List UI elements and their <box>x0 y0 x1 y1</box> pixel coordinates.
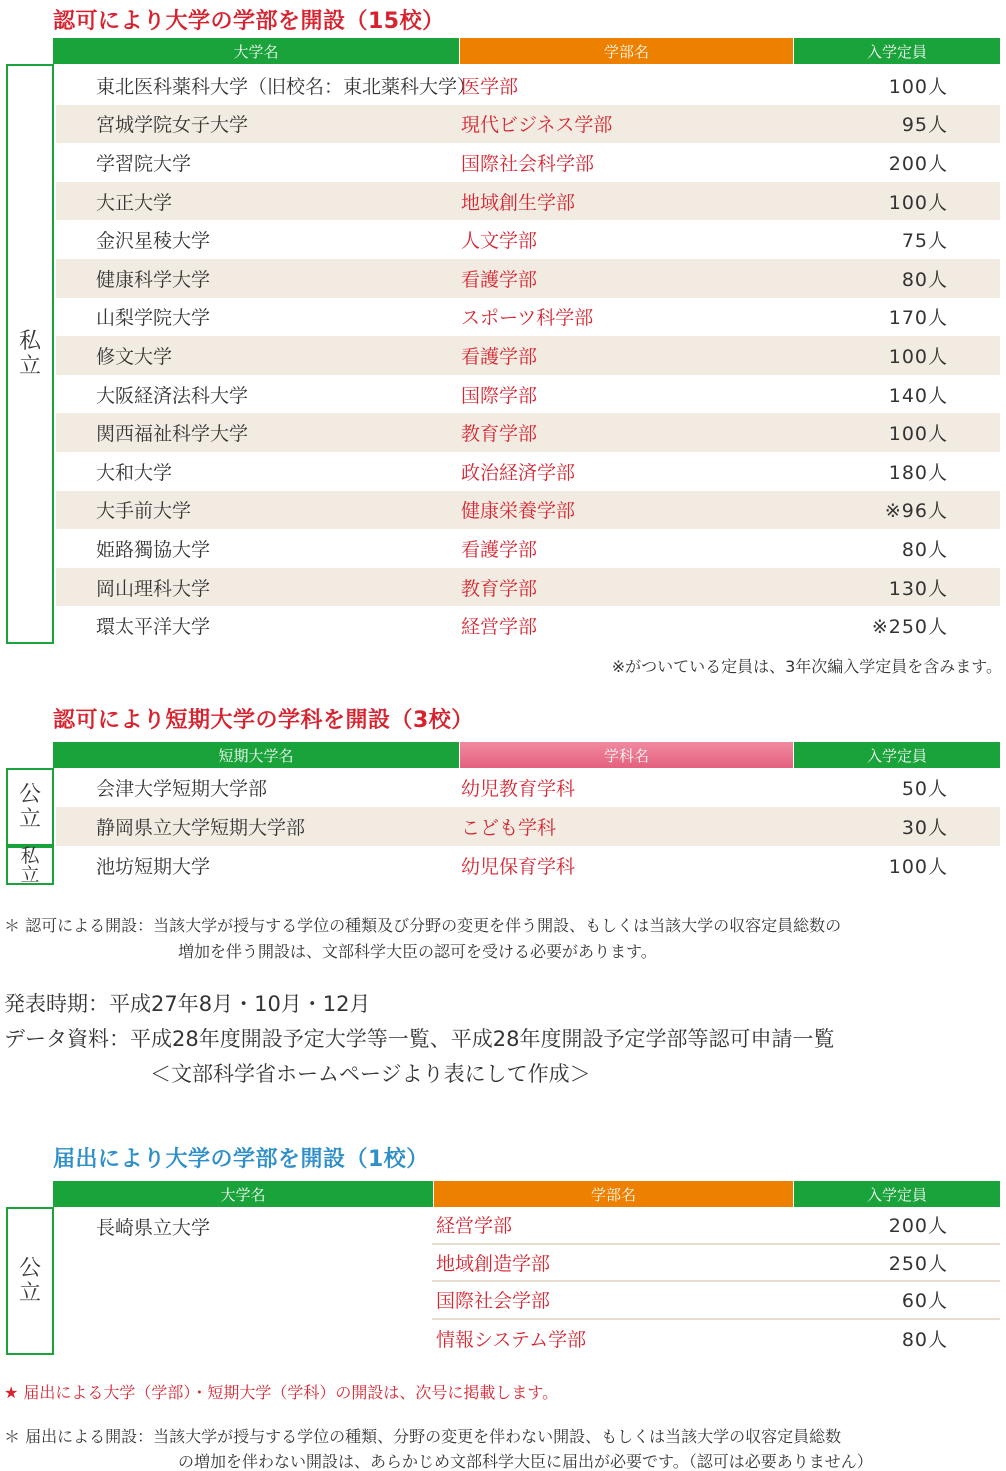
capacity-cell: 180人 <box>888 461 948 484</box>
table-row <box>56 606 1000 645</box>
table-row <box>56 568 1000 607</box>
side-char: 私 <box>18 328 41 354</box>
table-row <box>56 105 1000 144</box>
section3-side-label-public <box>6 1207 54 1355</box>
faculty-cell: 看護学部 <box>461 345 538 368</box>
capacity-cell: 80人 <box>901 538 948 561</box>
capacity-cell: 80人 <box>901 268 948 291</box>
table-row <box>432 1320 1000 1358</box>
capacity-cell: 60人 <box>901 1290 948 1313</box>
capacity-cell: 50人 <box>901 777 948 800</box>
university-cell: 関西福祉科学大学 <box>96 423 249 446</box>
section3-header-faculty: 学部名 <box>434 1181 793 1207</box>
table-row <box>56 298 1000 337</box>
capacity-cell: 250人 <box>888 1252 948 1275</box>
faculty-cell: スポーツ科学部 <box>461 307 594 330</box>
section3-header-university: 大学名 <box>53 1181 433 1207</box>
section3-header-capacity: 入学定員 <box>794 1181 1000 1207</box>
table-row <box>432 1282 1000 1320</box>
section2-title: 認可により短期大学の学科を開設（3校） <box>53 708 474 733</box>
table-row <box>56 220 1000 259</box>
capacity-cell: ※250人 <box>871 616 948 639</box>
table-row <box>56 529 1000 568</box>
capacity-cell: 75人 <box>901 230 948 253</box>
table-row <box>56 66 1000 105</box>
faculty-cell: 幼児教育学科 <box>461 777 576 800</box>
capacity-cell: 100人 <box>888 855 948 878</box>
side-char: 立 <box>20 863 40 886</box>
side-char: 立 <box>18 354 41 379</box>
faculty-cell: 教育学部 <box>461 423 538 446</box>
university-cell: 岡山理科大学 <box>96 577 211 600</box>
approval-note-line2: 増加を伴う開設は、文部科学大臣の認可を受ける必要があります。 <box>178 942 657 961</box>
university-cell: 会津大学短期大学部 <box>96 777 268 800</box>
capacity-cell: 30人 <box>901 816 948 839</box>
table-row <box>56 375 1000 414</box>
table-row <box>56 846 1000 885</box>
section1-header-university: 大学名 <box>53 38 459 64</box>
faculty-cell: 国際学部 <box>461 384 538 407</box>
table-row <box>432 1207 1000 1245</box>
notification-note-line2: の増加を伴わない開設は、あらかじめ文部科学大臣に届出が必要です。（認可は必要ありません） <box>178 1452 873 1471</box>
university-cell: 大正大学 <box>96 191 173 214</box>
announce-period: 発表時期：平成27年8月・10月・12月 <box>4 992 371 1016</box>
capacity-cell: 130人 <box>888 577 948 600</box>
section1-footnote: ※がついている定員は、3年次編入学定員を含みます。 <box>611 657 1002 676</box>
side-char: 立 <box>18 807 41 832</box>
table-row <box>56 413 1000 452</box>
university-cell: 学習院大学 <box>96 152 192 175</box>
star-note: ★ 届出による大学（学部）・短期大学（学科）の開設は、次号に掲載します。 <box>4 1383 559 1402</box>
faculty-cell: 情報システム学部 <box>436 1328 587 1351</box>
capacity-cell: 100人 <box>888 191 948 214</box>
section2-header-university: 短期大学名 <box>53 742 459 768</box>
university-cell: 静岡県立大学短期大学部 <box>96 816 306 839</box>
university-cell: 東北医科薬科大学（旧校名：東北薬科大学） <box>96 75 477 98</box>
faculty-cell: 経営学部 <box>461 616 538 639</box>
capacity-cell: 100人 <box>888 75 948 98</box>
faculty-cell: 国際社会学部 <box>436 1290 551 1313</box>
approval-note-line1: ＊ 認可による開設：当該大学が授与する学位の種類及び分野の変更を伴う開設、もしくは当該大学の収容定員総数の <box>4 916 842 935</box>
university-cell: 池坊短期大学 <box>96 855 211 878</box>
section2-header-faculty: 学科名 <box>460 742 793 768</box>
table-row <box>432 1245 1000 1283</box>
university-cell: 大阪経済法科大学 <box>96 384 249 407</box>
section1-title: 認可により大学の学部を開設（15校） <box>53 9 445 34</box>
faculty-cell: 看護学部 <box>461 538 538 561</box>
table-row <box>56 807 1000 846</box>
table-row <box>56 491 1000 530</box>
university-cell: 宮城学院女子大学 <box>96 114 249 137</box>
faculty-cell: 健康栄養学部 <box>461 500 576 523</box>
side-char: 立 <box>18 1281 41 1306</box>
university-cell: 大和大学 <box>96 461 173 484</box>
section2-side-label-public <box>6 768 54 846</box>
notification-note-line1: ＊ 届出による開設：当該大学が授与する学位の種類、分野の変更を伴わない開設、もしくは当該大学の収容定員総数 <box>4 1427 842 1446</box>
section1-header-capacity: 入学定員 <box>794 38 1000 64</box>
capacity-cell: 140人 <box>888 384 948 407</box>
section2-header-capacity: 入学定員 <box>794 742 1000 768</box>
capacity-cell: ※96人 <box>884 500 948 523</box>
university-cell: 大手前大学 <box>96 500 192 523</box>
table-row <box>56 336 1000 375</box>
faculty-cell: 政治経済学部 <box>461 461 576 484</box>
table-row <box>56 259 1000 298</box>
faculty-cell: 国際社会科学部 <box>461 152 595 175</box>
faculty-cell: こども学科 <box>461 816 557 839</box>
capacity-cell: 100人 <box>888 423 948 446</box>
side-char: 公 <box>18 1255 41 1281</box>
faculty-cell: 地域創生学部 <box>461 191 576 214</box>
table-row <box>56 452 1000 491</box>
capacity-cell: 200人 <box>888 1215 948 1238</box>
faculty-cell: 医学部 <box>461 75 519 98</box>
faculty-cell: 地域創造学部 <box>436 1252 551 1275</box>
table-row <box>56 182 1000 221</box>
capacity-cell: 95人 <box>901 114 948 137</box>
section3-title: 届出により大学の学部を開設（1校） <box>53 1147 429 1172</box>
faculty-cell: 現代ビジネス学部 <box>461 114 613 137</box>
side-char: 私 <box>20 844 40 867</box>
university-cell: 修文大学 <box>96 345 173 368</box>
capacity-cell: 170人 <box>888 307 948 330</box>
faculty-cell: 教育学部 <box>461 577 538 600</box>
capacity-cell: 100人 <box>888 345 948 368</box>
section3-university: 長崎県立大学 <box>96 1217 211 1239</box>
data-source-line1: データ資料：平成28年度開設予定大学等一覧、平成28年度開設予定学部等認可申請一覧 <box>4 1027 835 1051</box>
faculty-cell: 看護学部 <box>461 268 538 291</box>
faculty-cell: 人文学部 <box>461 230 538 253</box>
section2-side-label-private <box>6 846 54 885</box>
section1-side-label-private <box>6 64 54 644</box>
data-source-line2: ＜文部科学省ホームページより表にして作成＞ <box>150 1062 591 1086</box>
capacity-cell: 200人 <box>888 152 948 175</box>
section1-header-faculty: 学部名 <box>460 38 793 64</box>
university-cell: 姫路獨協大学 <box>96 538 211 561</box>
faculty-cell: 幼児保育学科 <box>461 855 576 878</box>
university-cell: 健康科学大学 <box>96 268 211 291</box>
university-cell: 金沢星稜大学 <box>96 230 211 253</box>
faculty-cell: 経営学部 <box>436 1215 513 1238</box>
university-cell: 環太平洋大学 <box>96 616 211 639</box>
university-cell: 山梨学院大学 <box>96 307 211 330</box>
capacity-cell: 80人 <box>901 1328 948 1351</box>
table-row <box>56 768 1000 807</box>
side-char: 公 <box>18 781 41 807</box>
table-row <box>56 143 1000 182</box>
